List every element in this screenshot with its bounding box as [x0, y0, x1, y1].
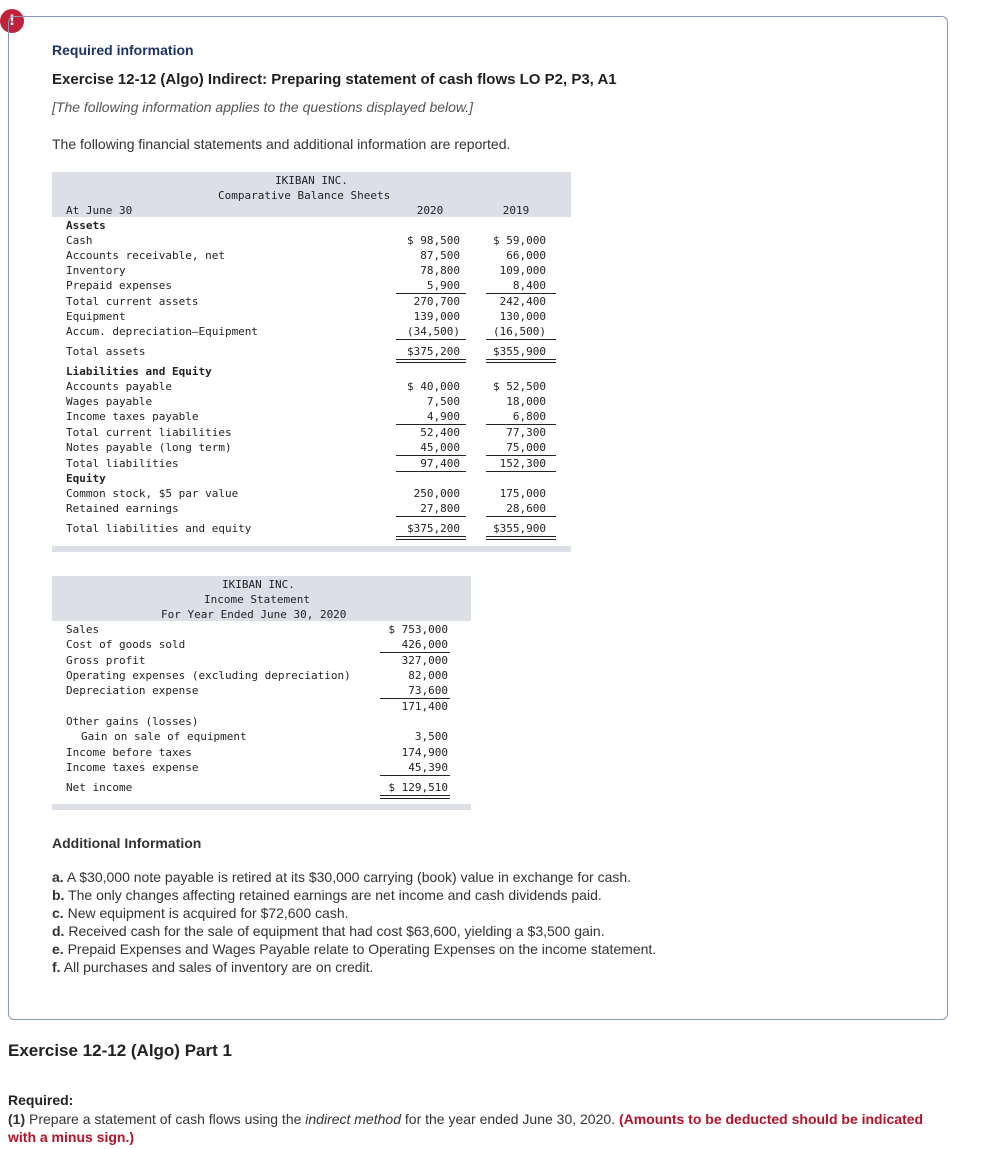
underline-2020 — [396, 516, 466, 517]
additional-info-item — [52, 941, 656, 957]
balance-sheet-value-2020: 97,400 — [420, 457, 460, 470]
balance-sheet-value-2019: 8,400 — [512, 279, 546, 292]
balance-sheet-row-label: Total liabilities and equity — [66, 522, 252, 535]
underline-2020 — [396, 359, 466, 360]
balance-sheet-row-label: Accounts receivable, net — [66, 249, 225, 262]
balance-sheet-value-2020: 45,000 — [420, 441, 460, 454]
balance-sheet-value-2019: 75,000 — [506, 441, 546, 454]
double-underline-income-value — [380, 798, 450, 799]
part-title: Exercise 12-12 (Algo) Part 1 — [8, 1041, 232, 1060]
additional-info-letter: f. — [52, 959, 61, 975]
balance-sheet-value-2020: 87,500 — [420, 249, 460, 262]
balance-sheet-row-label: Equity — [66, 472, 106, 485]
required-label: Required: — [8, 1092, 74, 1108]
income-statement-row-label: Other gains (losses) — [66, 715, 199, 728]
balance-sheet-value-2019: 77,300 — [506, 426, 546, 439]
balance-sheet-value-2020: $375,200 — [407, 345, 460, 358]
double-underline-2019 — [486, 539, 556, 540]
exercise-title: Exercise 12-12 (Algo) Indirect: Preparing statement of cash flows LO P2, P3, A1 — [52, 71, 617, 88]
income-statement-value: 327,000 — [401, 654, 448, 667]
balance-sheet-company: IKIBAN INC. — [275, 174, 348, 187]
balance-sheet-row-label: Prepaid expenses — [66, 279, 172, 292]
balance-sheet-value-2019: 175,000 — [499, 487, 546, 500]
income-statement-period: For Year Ended June 30, 2020 — [161, 608, 347, 621]
income-statement-row-label: Gain on sale of equipment — [81, 730, 247, 743]
balance-sheet-value-2020: 5,900 — [426, 279, 460, 292]
requirement-text-1: Prepare a statement of cash flows using the — [29, 1111, 302, 1127]
underline-2020 — [396, 293, 466, 294]
balance-sheet-value-2020: (34,500) — [407, 325, 460, 338]
underline-2019 — [486, 471, 556, 472]
income-statement-row-label: Income before taxes — [66, 746, 192, 759]
balance-sheet-value-2020: 270,700 — [413, 295, 460, 308]
additional-info-text: New equipment is acquired for $72,600 cash. — [67, 905, 349, 921]
balance-sheet-value-2020: 250,000 — [413, 487, 460, 500]
balance-sheet-title: Comparative Balance Sheets — [218, 189, 391, 202]
additional-info-item — [52, 959, 373, 975]
required-information-label: Required information — [52, 42, 194, 58]
income-statement-value: 171,400 — [401, 700, 448, 713]
balance-sheet-value-2019: 28,600 — [506, 502, 546, 515]
income-statement-value: 45,390 — [408, 761, 448, 774]
underline-income-value — [380, 775, 450, 776]
balance-sheet-value-2020: 4,900 — [426, 410, 460, 423]
column-header-2020: 2020 — [416, 204, 444, 217]
balance-sheet-value-2019: $ 59,000 — [493, 234, 546, 247]
underline-2020 — [396, 455, 466, 456]
balance-sheet-value-2019: 6,800 — [512, 410, 546, 423]
requirement-text-2: for the year ended June 30, 2020. — [404, 1111, 616, 1127]
underline-income-value — [380, 795, 450, 796]
requirement-number: (1) — [8, 1111, 26, 1127]
balance-sheet-value-2019: 130,000 — [499, 310, 546, 323]
applies-note: [The following information applies to the questions displayed below.] — [52, 99, 474, 115]
income-statement-value: 426,000 — [401, 638, 448, 651]
additional-info-item — [52, 869, 631, 885]
income-statement-title: Income Statement — [204, 593, 310, 606]
income-statement-row-label: Net income — [66, 781, 133, 794]
requirement-method: indirect method — [305, 1111, 401, 1127]
additional-info-item — [52, 887, 602, 903]
additional-info-letter: b. — [52, 887, 65, 903]
additional-info-letter: e. — [52, 941, 64, 957]
requirement-sign-note: (Amounts to be deducted should be indicated with a minus sign.) — [8, 1111, 924, 1145]
balance-sheet-value-2019: $355,900 — [493, 522, 546, 535]
underline-income-value — [380, 698, 450, 699]
balance-sheet-value-2019: 109,000 — [499, 264, 546, 277]
balance-sheet-value-2020: 7,500 — [426, 395, 460, 408]
income-statement-value: 174,900 — [401, 746, 448, 759]
balance-sheet-value-2020: $ 98,500 — [407, 234, 460, 247]
balance-sheet-row-label: Total current liabilities — [66, 426, 232, 439]
additional-info-text: Received cash for the sale of equipment that had cost $63,600, yielding a $3,500 gain. — [68, 923, 605, 939]
underline-2019 — [486, 536, 556, 537]
balance-sheet-value-2019: 18,000 — [506, 395, 546, 408]
income-statement-row-label: Cost of goods sold — [66, 638, 186, 651]
balance-sheet-row-label: Accum. depreciation—Equipment — [66, 325, 259, 338]
income-statement-footer-band — [52, 804, 471, 810]
balance-sheet-row-label: Notes payable (long term) — [66, 441, 232, 454]
double-underline-2020 — [396, 362, 466, 363]
balance-sheet-row-label: Wages payable — [66, 395, 153, 408]
balance-sheet-value-2020: 78,800 — [420, 264, 460, 277]
underline-2019 — [486, 455, 556, 456]
additional-info-letter: a. — [52, 869, 64, 885]
intro-text: The following financial statements and additional information are reported. — [52, 136, 511, 152]
balance-sheet-date-label: At June 30 — [66, 204, 133, 217]
balance-sheet-row-label: Total assets — [66, 345, 146, 358]
balance-sheet-value-2019: 66,000 — [506, 249, 546, 262]
balance-sheet-row-label: Cash — [66, 234, 93, 247]
underline-2019 — [486, 516, 556, 517]
balance-sheet-value-2020: 139,000 — [413, 310, 460, 323]
additional-info-letter: d. — [52, 923, 65, 939]
income-statement-value: 3,500 — [414, 730, 448, 743]
balance-sheet-value-2019: 242,400 — [499, 295, 546, 308]
balance-sheet-row-label: Retained earnings — [66, 502, 179, 515]
additional-info-text: A $30,000 note payable is retired at its $30,000 carrying (book) value in exchange for cash. — [66, 869, 632, 885]
income-statement-row-label: Gross profit — [66, 654, 146, 667]
double-underline-2020 — [396, 539, 466, 540]
balance-sheet-value-2019: $355,900 — [493, 345, 546, 358]
additional-info-item — [52, 923, 605, 939]
balance-sheet-row-label: Liabilities and Equity — [66, 365, 212, 378]
additional-info-item — [52, 905, 349, 921]
underline-2019 — [486, 293, 556, 294]
balance-sheet-value-2020: $375,200 — [407, 522, 460, 535]
income-statement-row-label: Income taxes expense — [66, 761, 199, 774]
balance-sheet-value-2020: 52,400 — [420, 426, 460, 439]
underline-2020 — [396, 536, 466, 537]
income-statement-row-label: Operating expenses (excluding depreciation) — [66, 669, 351, 682]
balance-sheet-row-label: Common stock, $5 par value — [66, 487, 239, 500]
balance-sheet-value-2019: $ 52,500 — [493, 380, 546, 393]
alert-icon: ! — [0, 9, 24, 33]
balance-sheet-value-2020: $ 40,000 — [407, 380, 460, 393]
income-statement-row-label: Sales — [66, 623, 100, 636]
balance-sheet-footer-band — [52, 546, 571, 552]
balance-sheet-row-label: Inventory — [66, 264, 126, 277]
balance-sheet-value-2020: 27,800 — [420, 502, 460, 515]
income-statement-value: 82,000 — [408, 669, 448, 682]
underline-income-value — [380, 652, 450, 653]
income-statement-value: $ 753,000 — [388, 623, 448, 636]
additional-info-text: The only changes affecting retained earnings are net income and cash dividends paid. — [68, 887, 602, 903]
balance-sheet-row-label: Accounts payable — [66, 380, 172, 393]
income-statement-company: IKIBAN INC. — [222, 578, 295, 591]
additional-info-text: Prepaid Expenses and Wages Payable relate to Operating Expenses on the income statement. — [67, 941, 657, 957]
income-statement-value: $ 129,510 — [388, 781, 448, 794]
balance-sheet-row-label: Assets — [66, 219, 106, 232]
double-underline-2019 — [486, 362, 556, 363]
income-statement-value: 73,600 — [408, 684, 448, 697]
additional-info-letter: c. — [52, 905, 64, 921]
balance-sheet-row-label: Total liabilities — [66, 457, 179, 470]
additional-info-text: All purchases and sales of inventory are on credit. — [63, 959, 374, 975]
additional-info-heading: Additional Information — [52, 835, 202, 851]
balance-sheet-value-2019: (16,500) — [493, 325, 546, 338]
underline-2020 — [396, 471, 466, 472]
underline-2019 — [486, 359, 556, 360]
column-header-2019: 2019 — [502, 204, 530, 217]
income-statement-row-label: Depreciation expense — [66, 684, 199, 697]
balance-sheet-row-label: Income taxes payable — [66, 410, 199, 423]
underline-2020 — [396, 424, 466, 425]
balance-sheet-value-2019: 152,300 — [499, 457, 546, 470]
requirement-text — [8, 1110, 948, 1146]
underline-2019 — [486, 339, 556, 340]
balance-sheet-row-label: Equipment — [66, 310, 126, 323]
underline-2019 — [486, 424, 556, 425]
underline-2020 — [396, 339, 466, 340]
balance-sheet-row-label: Total current assets — [66, 295, 199, 308]
